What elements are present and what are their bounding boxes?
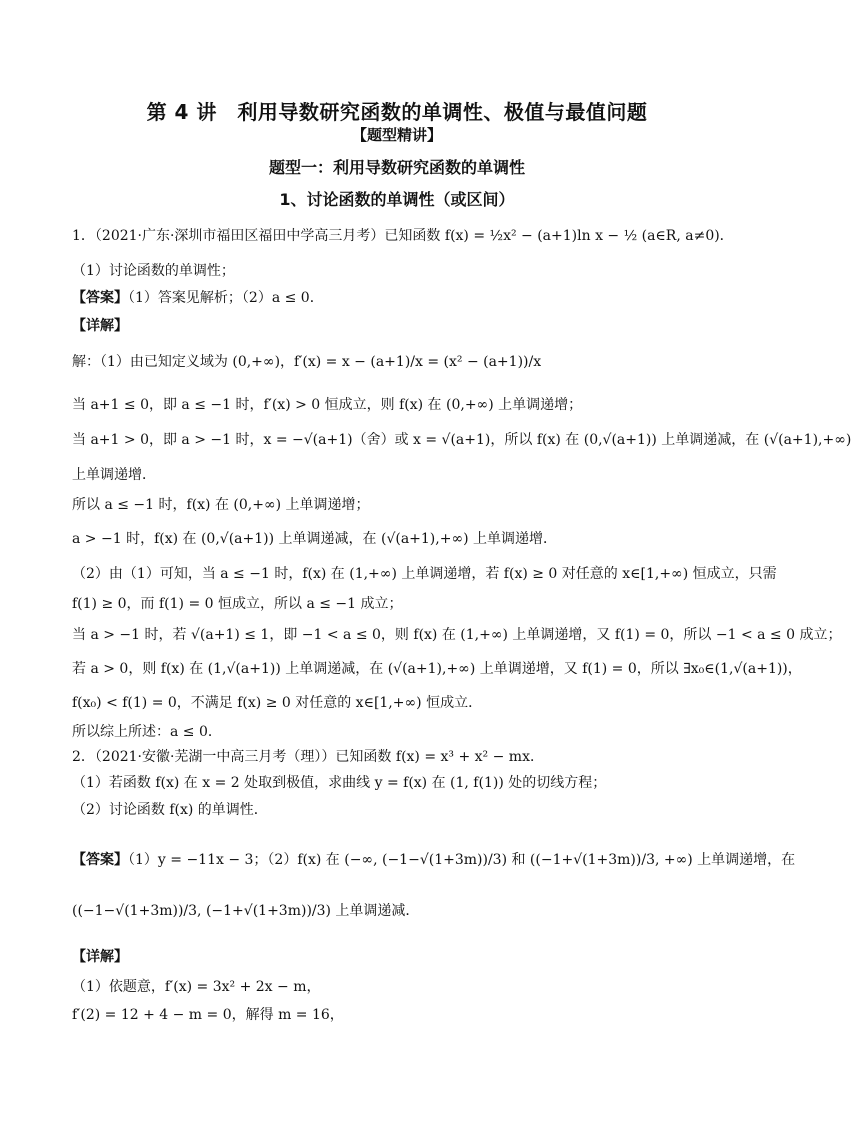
problem-2-question-1: （1）若函数 f(x) 在 x = 2 处取到极值，求曲线 y = f(x) 在 (1, f(1)) 处的切线方程；	[72, 775, 607, 791]
problem-2-question-2: （2）讨论函数 f(x) 的单调性．	[72, 802, 268, 818]
solution-line: f(x₀) < f(1) = 0，不满足 f(x) ≥ 0 对任意的 x∈[1,+∞) 恒成立．	[72, 695, 483, 711]
solution-line: 所以 a ≤ −1 时，f(x) 在 (0,+∞) 上单调递增；	[72, 497, 370, 513]
problem-1-stem: 1．（2021·广东·深圳市福田区福田中学高三月考）已知函数 f(x) = ½x² − (a+1)ln x − ½ (a∈R, a≠0)．	[72, 228, 734, 244]
solution-line: （1）依题意，f′(x) = 3x² + 2x − m，	[72, 979, 321, 995]
subsection-heading: 1、讨论函数的单调性（或区间）	[279, 190, 515, 209]
solution-line: （2）由（1）可知，当 a ≤ −1 时，f(x) 在 (1,+∞) 上单调递增，若 f(x) ≥ 0 对任意的 x∈[1,+∞) 恒成立，只需	[72, 566, 777, 582]
solution-line: 解：（1）由已知定义域为 (0,+∞)，f′(x) = x − (a+1)/x = (x² − (a+1))/x	[72, 354, 542, 370]
problem-2-answer-continued: ((−1−√(1+3m))/3, (−1+√(1+3m))/3) 上单调递减．	[72, 903, 420, 919]
solution-line: 当 a+1 > 0，即 a > −1 时，x = −√(a+1)（舍）或 x = √(a+1)，所以 f(x) 在 (0,√(a+1)) 上单调递减，在 (√(a+1),+∞)	[72, 432, 851, 448]
solution-line: f′(2) = 12 + 4 − m = 0，解得 m = 16，	[72, 1007, 344, 1023]
answer-text: （1）答案见解析；（2）a ≤ 0．	[128, 290, 324, 306]
lecture-subtitle: 【题型精讲】	[351, 126, 442, 144]
problem-2-stem: 2．（2021·安徽·芜湖一中高三月考（理））已知函数 f(x) = x³ + x² − mx．	[72, 749, 544, 765]
solution-line: f(1) ≥ 0，而 f(1) = 0 恒成立，所以 a ≤ −1 成立；	[72, 596, 403, 612]
solution-line: a > −1 时，f(x) 在 (0,√(a+1)) 上单调递减，在 (√(a+1),+∞) 上单调递增．	[72, 531, 558, 547]
solution-line: 上单调递增．	[72, 467, 156, 483]
solution-line: 若 a > 0，则 f(x) 在 (1,√(a+1)) 上单调递减，在 (√(a+1),+∞) 上单调递增，又 f(1) = 0，所以 ∃x₀∈(1,√(a+1))，	[72, 661, 802, 677]
solution-line: 当 a > −1 时，若 √(a+1) ≤ 1，即 −1 < a ≤ 0，则 f(x) 在 (1,+∞) 上单调递增，又 f(1) = 0，所以 −1 < a ≤ 0 成立；	[72, 627, 842, 643]
problem-2-detail-label: 【详解】	[72, 949, 128, 965]
answer-label: 【答案】	[72, 290, 128, 306]
section-heading: 题型一：利用导数研究函数的单调性	[268, 158, 525, 177]
problem-2-answer	[72, 851, 796, 869]
problem-1-question-1: （1）讨论函数的单调性；	[72, 263, 235, 279]
problem-1-detail-label: 【详解】	[72, 318, 128, 334]
solution-line: 所以综上所述：a ≤ 0．	[72, 724, 222, 740]
lecture-title: 第 4 讲 利用导数研究函数的单调性、极值与最值问题	[146, 100, 648, 124]
solution-line: 当 a+1 ≤ 0，即 a ≤ −1 时，f′(x) > 0 恒成立，则 f(x) 在 (0,+∞) 上单调递增；	[72, 397, 583, 413]
answer-text: （1）y = −11x − 3；（2）f(x) 在 (−∞, (−1−√(1+3m))/3) 和 ((−1+√(1+3m))/3, +∞) 上单调递增，在	[128, 852, 796, 868]
answer-label: 【答案】	[72, 852, 128, 868]
problem-1-answer	[72, 289, 732, 307]
